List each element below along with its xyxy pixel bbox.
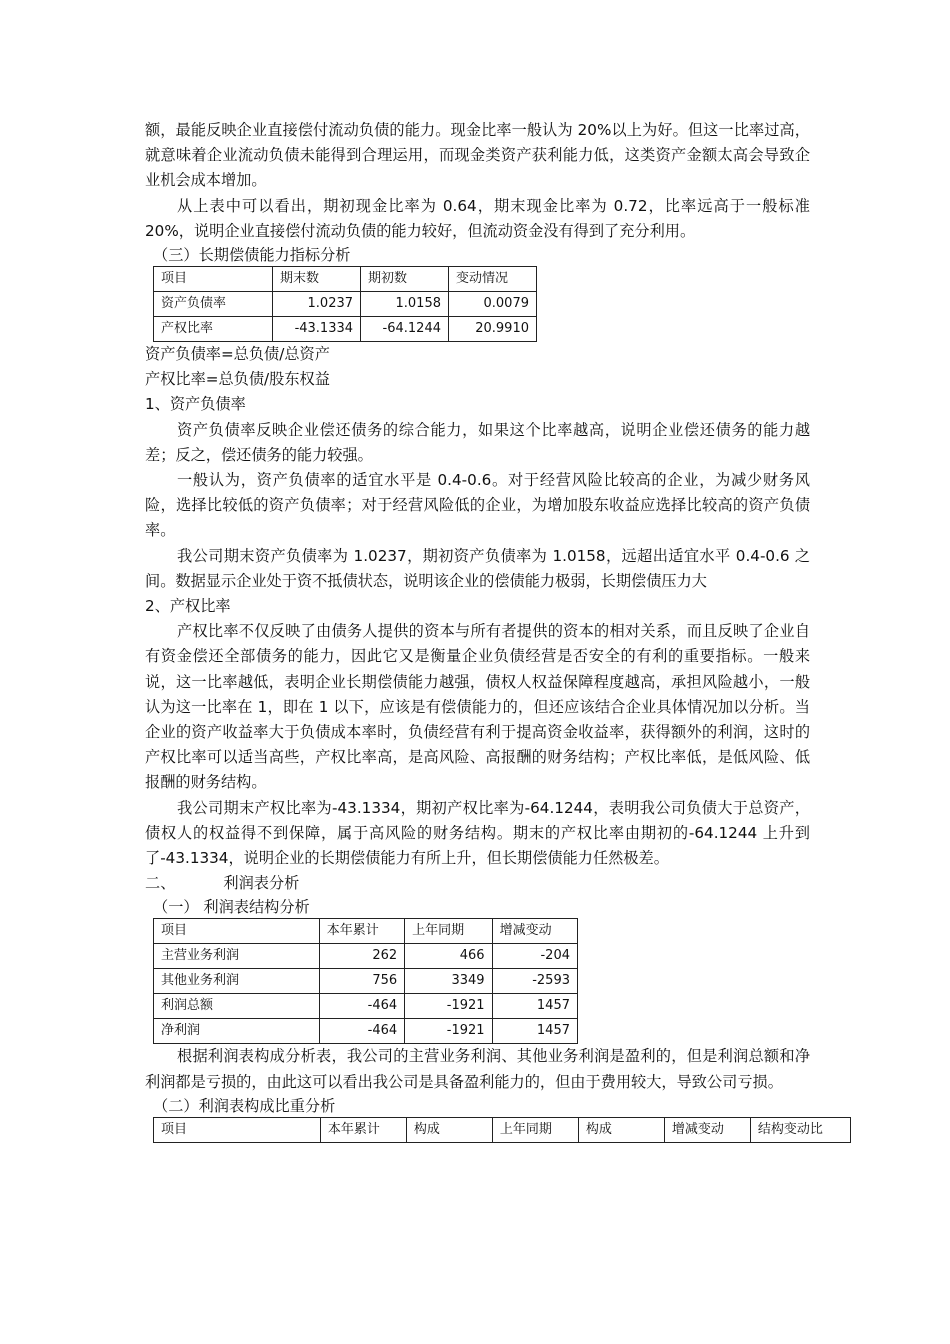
paragraph: 从上表中可以看出，期初现金比率为 0.64，期末现金比率为 0.72，比率远高于一般标准 20%，说明企业直接偿付流动负债的能力较好，但流动资金没有得到了充分利用。 xyxy=(145,196,810,240)
part-number: 二、 xyxy=(145,874,176,893)
table-header-cell: 项目 xyxy=(154,1117,321,1142)
table-cell: -464 xyxy=(319,994,404,1019)
table-cell: 3349 xyxy=(405,969,492,994)
table-cell: -1921 xyxy=(405,994,492,1019)
formula: 资产负债率=总负债/总资产 xyxy=(145,345,330,364)
table-header-cell: 构成 xyxy=(578,1117,664,1142)
table-row xyxy=(154,994,578,1019)
table-header-row xyxy=(154,919,578,944)
table-row xyxy=(154,292,537,317)
table-header-row xyxy=(154,1117,851,1142)
table-header-cell: 构成 xyxy=(406,1117,492,1142)
table-header-row xyxy=(154,267,537,292)
long-term-solvency-table xyxy=(153,266,537,342)
table-cell: 20.9910 xyxy=(449,317,537,342)
table-header-cell: 结构变动比 xyxy=(750,1117,850,1142)
paragraph: 资产负债率反映企业偿还债务的综合能力，如果这个比率越高，说明企业偿还债务的能力越差；反之，偿还债务的能力较强。 xyxy=(145,420,810,464)
table-header-cell: 变动情况 xyxy=(449,267,537,292)
table-row xyxy=(154,969,578,994)
table-cell: 0.0079 xyxy=(449,292,537,317)
table-header-cell: 项目 xyxy=(154,919,320,944)
table-cell: 756 xyxy=(319,969,404,994)
document-page xyxy=(145,118,823,1143)
table-header-cell: 增减变动 xyxy=(664,1117,750,1142)
table-header-cell: 期初数 xyxy=(361,267,449,292)
table-cell: 1457 xyxy=(492,994,577,1019)
table-cell: 净利润 xyxy=(154,1019,320,1044)
part-title xyxy=(145,871,810,896)
table-cell: -464 xyxy=(319,1019,404,1044)
table-header-cell: 上年同期 xyxy=(405,919,492,944)
table-header-cell: 上年同期 xyxy=(492,1117,578,1142)
section-title: （二）利润表构成比重分析 xyxy=(153,1096,336,1115)
table-cell: -43.1334 xyxy=(273,317,361,342)
paragraph: 根据利润表构成分析表，我公司的主营业务利润、其他业务利润是盈利的，但是利润总额和净利润都是亏损的，由此这可以看出我公司是具备盈利能力的，但由于费用较大，导致公司亏损。 xyxy=(145,1047,810,1091)
table-row xyxy=(154,317,537,342)
table-cell: -204 xyxy=(492,944,577,969)
income-structure-table xyxy=(153,918,578,1044)
table-cell: 1.0158 xyxy=(361,292,449,317)
part-title-text: 利润表分析 xyxy=(223,874,300,893)
table-row xyxy=(154,1019,578,1044)
section-title: （三）长期偿债能力指标分析 xyxy=(153,246,351,265)
table-cell: 其他业务利润 xyxy=(154,969,320,994)
table-cell: 利润总额 xyxy=(154,994,320,1019)
table-cell: -2593 xyxy=(492,969,577,994)
table-cell: -1921 xyxy=(405,1019,492,1044)
table-cell: 产权比率 xyxy=(154,317,273,342)
table-cell: 资产负债率 xyxy=(154,292,273,317)
subsection-title: 1、资产负债率 xyxy=(145,395,246,414)
table-header-cell: 增减变动 xyxy=(492,919,577,944)
formula: 产权比率=总负债/股东权益 xyxy=(145,370,330,389)
table-cell: 1457 xyxy=(492,1019,577,1044)
table-header-cell: 项目 xyxy=(154,267,273,292)
table-cell: 主营业务利润 xyxy=(154,944,320,969)
income-proportion-table xyxy=(153,1117,851,1143)
table-header-cell: 期末数 xyxy=(273,267,361,292)
table-header-cell: 本年累计 xyxy=(319,919,404,944)
paragraph: 一般认为，资产负债率的适宜水平是 0.4-0.6。对于经营风险比较高的企业，为减少财务风险，选择比较低的资产负债率；对于经营风险低的企业，为增加股东收益应选择比较高的资产负债率。 xyxy=(145,471,810,540)
paragraph: 产权比率不仅反映了由债务人提供的资本与所有者提供的资本的相对关系，而且反映了企业自有资金偿还全部债务的能力，因此它又是衡量企业负债经营是否安全的有利的重要指标。一般来说，这一比率越低，表明企业长期偿债能力越强，债权人权益保障程度越高，承担风险越小，一般认为这一比率在 1，即在 1 以下，应该是有偿债能力的，但还应该结合企业具体情况加以分析。当企业的资产收益率大于负债成本率时，负债经营有利于提高资金收益率，获得额外的利润，这时的产权比率可以适当高些，产权比率高，是高风险、高报酬的财务结构；产权比率低，是低风险、低报酬的财务结构。 xyxy=(145,622,810,792)
paragraph: 额，最能反映企业直接偿付流动负债的能力。现金比率一般认为 20%以上为好。但这一比率过高，就意味着企业流动负债未能得到合理运用，而现金类资产获利能力低，这类资产金额太高会导致企业机会成本增加。 xyxy=(145,121,810,190)
section-title: （一） 利润表结构分析 xyxy=(153,898,310,917)
paragraph: 我公司期末资产负债率为 1.0237，期初资产负债率为 1.0158，远超出适宜水平 0.4-0.6 之间。数据显示企业处于资不抵债状态，说明该企业的偿债能力极弱，长期偿债压力大 xyxy=(145,546,810,590)
subsection-title: 2、产权比率 xyxy=(145,597,231,616)
table-cell: -64.1244 xyxy=(361,317,449,342)
table-header-cell: 本年累计 xyxy=(320,1117,406,1142)
paragraph: 我公司期末产权比率为-43.1334，期初产权比率为-64.1244，表明我公司负债大于总资产，债权人的权益得不到保障，属于高风险的财务结构。期末的产权比率由期初的-64.1244 上升到了-43.1334，说明企业的长期偿债能力有所上升，但长期偿债能力任然极差。 xyxy=(145,798,810,868)
table-cell: 466 xyxy=(405,944,492,969)
table-cell: 262 xyxy=(319,944,404,969)
table-row xyxy=(154,944,578,969)
table-cell: 1.0237 xyxy=(273,292,361,317)
